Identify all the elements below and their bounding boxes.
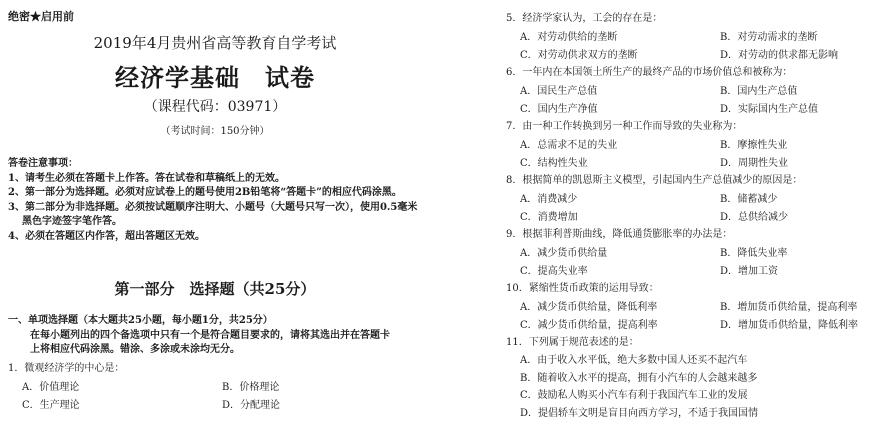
question-stem: 8．根据简单的凯恩斯主义模型，引起国内生产总值减少的原因是： [506, 172, 878, 190]
option-a: A．国民生产总值 [520, 82, 597, 97]
question-stem: 5．经济学家认为，工会的存在是： [506, 10, 878, 28]
notes-item: 黑色字迹签字笔作答。 [8, 215, 428, 230]
option-a: A．减少货币供给量 [520, 244, 607, 259]
question-1 [8, 360, 428, 414]
option-row [506, 190, 878, 208]
section-heading: 一、单项选择题（本大题共25小题，每小题1分，共25分） [8, 314, 428, 329]
question-11 [506, 334, 878, 422]
notes-heading: 答卷注意事项： [8, 157, 428, 172]
option-row [506, 46, 878, 64]
question-9 [506, 226, 878, 280]
option-row [506, 208, 878, 226]
option-b: B．对劳动需求的垄断 [720, 28, 817, 43]
option-b: B．国内生产总值 [720, 82, 797, 97]
option-row [506, 154, 878, 172]
exam-title: 2019年4月贵州省高等教育自学考试 [0, 32, 430, 53]
option-c: C．提高失业率 [520, 262, 588, 277]
question-stem: 6．一年内在本国领土所生产的最终产品的市场价值总和被称为： [506, 64, 878, 82]
question-stem: 11．下列属于规范表述的是： [506, 334, 878, 352]
option-a: A．由于收入水平低，绝大多数中国人还买不起汽车 [506, 352, 878, 370]
option-b: B．储蓄减少 [720, 190, 777, 205]
course-code: （课程代码：03971） [0, 96, 430, 116]
notes-item: 2、第一部分为选择题。必须对应试卷上的题号使用2B铅笔将“答题卡”的相应代码涂黑。 [8, 186, 428, 201]
part-one-title: 第一部分 选择题（共25分） [0, 278, 430, 299]
question-10 [506, 280, 878, 334]
notes-item: 1、请考生必须在答题卡上作答。答在试卷和草稿纸上的无效。 [8, 172, 428, 187]
option-c: C．鼓励私人购买小汽车有利于我国汽车工业的发展 [506, 387, 878, 405]
option-b: B．降低失业率 [720, 244, 787, 259]
option-row [506, 136, 878, 154]
paper-title: 经济学基础 试卷 [0, 58, 430, 93]
question-8 [506, 172, 878, 226]
option-row [506, 82, 878, 100]
option-row [506, 262, 878, 280]
question-stem: 10．紧缩性货币政策的运用导致： [506, 280, 878, 298]
option-c: C．结构性失业 [520, 154, 588, 169]
question-list [506, 10, 878, 422]
option-d: D．总供给减少 [720, 208, 788, 223]
option-b: B．价格理论 [222, 378, 279, 393]
option-a: A．对劳动供给的垄断 [520, 28, 617, 43]
option-d: D．增加工资 [720, 262, 778, 277]
option-a: A．总需求不足的失业 [520, 136, 617, 151]
option-a: A．减少货币供给量，降低利率 [520, 298, 657, 313]
option-d: D．增加货币供给量，降低利率 [720, 316, 858, 331]
option-d: D．周期性失业 [720, 154, 788, 169]
option-row [506, 298, 878, 316]
question-7 [506, 118, 878, 172]
section-instruction: 上将相应代码涂黑。错涂、多涂或未涂均无分。 [8, 343, 428, 358]
option-c: C．对劳动供求双方的垄断 [520, 46, 638, 61]
section-one [8, 314, 428, 358]
option-c: C．减少货币供给量，提高利率 [520, 316, 658, 331]
option-row [506, 28, 878, 46]
option-row [506, 244, 878, 262]
option-c: C．国内生产净值 [520, 100, 598, 115]
option-a: A．价值理论 [22, 378, 79, 393]
option-c: C．消费增加 [520, 208, 578, 223]
question-stem: 7．由一种工作转换到另一种工作而导致的失业称为： [506, 118, 878, 136]
option-b: B．随着收入水平的提高，拥有小汽车的人会越来越多 [506, 370, 878, 388]
option-d: D．提倡轿车文明是盲目向西方学习，不适于我国国情 [506, 405, 878, 422]
option-c: C．生产理论 [22, 396, 80, 411]
option-row [8, 378, 428, 396]
secret-label: 绝密★启用前 [8, 8, 74, 24]
option-row [506, 316, 878, 334]
question-6 [506, 64, 878, 118]
notes-item: 3、第二部分为非选择题。必须按试题顺序注明大、小题号（大题号只写一次），使用0.5毫米 [8, 201, 428, 216]
option-b: B．摩擦性失业 [720, 136, 787, 151]
question-5 [506, 10, 878, 64]
left-column [0, 0, 430, 418]
question-stem: 9．根据菲利普斯曲线，降低通货膨胀率的办法是： [506, 226, 878, 244]
question-stem: 1．微观经济学的中心是： [8, 360, 428, 378]
exam-time: （考试时间：150分钟） [0, 122, 430, 137]
option-d: D．实际国内生产总值 [720, 100, 818, 115]
option-d: D．对劳动的供求都无影响 [720, 46, 838, 61]
option-b: B．增加货币供给量，提高利率 [720, 298, 857, 313]
option-row [8, 396, 428, 414]
section-instruction: 在每小题列出的四个备选项中只有一个是符合题目要求的，请将其选出并在答题卡 [8, 329, 428, 344]
option-row [506, 100, 878, 118]
notes-item: 4、必须在答题区内作答，超出答题区无效。 [8, 230, 428, 245]
right-column [500, 0, 878, 418]
answer-notes [8, 157, 428, 244]
option-a: A．消费减少 [520, 190, 577, 205]
option-d: D．分配理论 [222, 396, 280, 411]
